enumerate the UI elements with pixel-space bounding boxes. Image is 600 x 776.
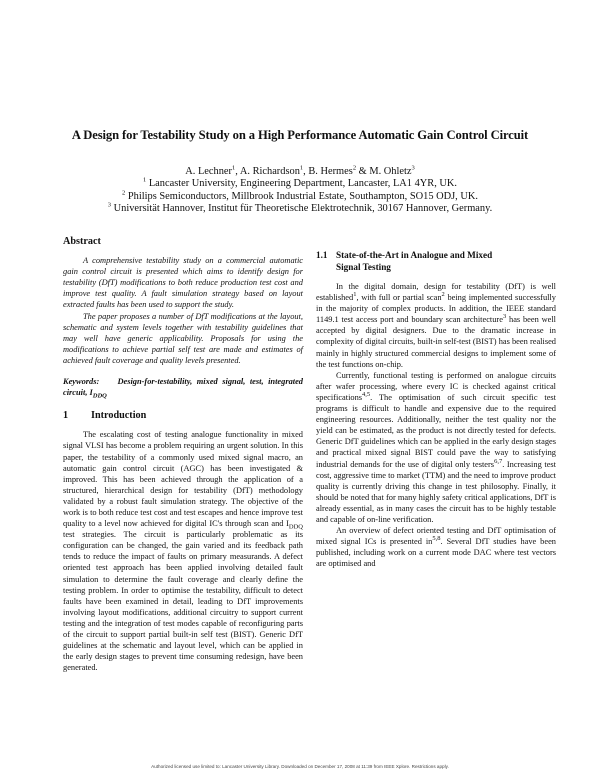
abstract-heading: Abstract (63, 236, 101, 247)
affiliation: $^2$ Philips Semiconductors, Millbrook Industrial Estate, Southampton, SO15 ODJ, UK. (122, 189, 478, 202)
state-of-art-heading: 1.1 State-of-the-Art in Analogue and Mixed Signal Testing (316, 250, 493, 272)
state-of-art-paragraph: Currently, functional testing is performed on analogue circuits after wafer processing, where every IC is checked against critical specifications$^{4,5}$. The optimisation of such circuit specific test programs is difficult to handle and expensive due to the required engineering resources. Additionally, neither the test quality nor the yield can be estimated, as the product is not directly tested for defects. Generic DfT guidelines which can be applied in the early design stages and practical mixed signal BIST could pave the way to satisfying industrial demands for the use of digital only testers$^{6,7}$. Increasing test cost, aggressive time to market (TTM) and the need to improve product quality is currently driving this change in test philosophy. Finally, it should be noted that for many highly safety critical applications, DfT is already essential, as in many cases the circuit has to be highly testable and capable of on-line verification. (316, 370, 557, 524)
abstract-paragraph: A comprehensive testability study on a commercial automatic gain control circuit is presented which aims to identify design for testability (DfT) modifications to both reduce production test cost and improve test quality. A fault simulation strategy based on layout extracted faults has been used to support the study. (63, 256, 303, 310)
affiliation: $^3$ Universität Hannover, Institut für Theoretische Elektrotechnik, 30167 Hannover, Germany. (107, 201, 493, 215)
author-name: A. Richardson (239, 166, 300, 177)
introduction-paragraph: The escalating cost of testing analogue functionality in mixed signal VLSI has become a problem requiring an urgent solution. In this paper, the testability of a commonly used mixed signal macro, an automatic gain control circuit (AGC) has been investigated & improved. This has been achieved through the application of a structured, hierarchical design for testability (DfT) methodology validated by a robust fault simulation strategy. The objective of the work is to both reduce test cost and test escapes and hence improve test quality to a level now achieved for digital IC's through scan and $I_{DDQ}$ test strategies. The circuit is particularly problematic as its configuration can be changed, the gain varied and its feedback path tends to reduce the impact of faults on primary measurands. A defect oriented test approach has been applied involving detailed fault simulation to determine the fault coverage and clearly define the testing problem. In order to optimise the testability, difficult to detect faults have been examined in detail, leading to DfT improvements involving layout modifications, additional circuitry to support current testing and the integration of test modes capable of reconfiguring parts of the circuit to support partial built-in self test (BIST). Generic DfT guidelines at the schematic and layout level, which can be applied in the early design stages to prevent time consuming redesign, have been generated. (63, 430, 303, 673)
left-column (63, 236, 303, 673)
download-notice: Authorized licensed use limited to: Lancaster University Library. Downloaded on December 17, 2008 at 11:39 from IEEE Xplore. Restrictions apply. (151, 764, 449, 769)
right-column (316, 236, 556, 569)
state-of-art-paragraph: In the digital domain, design for testability (DfT) is well established$^1$, with full or partial scan$^2$ being implemented successfully in the majority of complex products. In addition, the IEEE standard 1149.1 test access port and boundary scan architecture$^3$ has been well accepted by digital designers. Due to the dramatic increase in complexity of digital circuits, built-in self-test (BIST) has been realised mainly in highly structured commercial designs to implement some of the test functions on-chip. (316, 282, 556, 369)
paper-title: A Design for Testability Study on a High Performance Automatic Gain Control Circuit (71, 128, 529, 142)
keywords: Keywords: Design-for-testability, mixed signal, test, integrated circuit, $I_{DDQ}$ (63, 377, 303, 400)
introduction-heading: 1 Introduction (63, 410, 147, 422)
author-names: A. Lechner$^1$, A. Richardson$^1$, B. Hermes$^2$ & M. Ohletz$^3$ (185, 164, 415, 177)
author-name: M. Ohletz (369, 166, 412, 177)
state-of-art-paragraph: An overview of defect oriented testing and DfT optimisation of mixed signal ICs is presented in$^{5,8}$. Several DfT studies have been published, including work on a current mode DAC where test vectors are optimised and (316, 526, 556, 569)
abstract-paragraph: The paper proposes a number of DfT modifications at the layout, schematic and system levels together with testability guidelines that may well have generic applicability. Proposals for using the modifications to achieve partial self test are made and estimates of achieved fault coverage and quality levels presented. (63, 311, 303, 365)
author-name: B. Hermes (308, 166, 353, 177)
author-block (40, 166, 560, 216)
author-name: A. Lechner (185, 166, 232, 177)
affiliation: $^1$ Lancaster University, Engineering Department, Lancaster, LA1 4YR, UK. (142, 176, 458, 190)
